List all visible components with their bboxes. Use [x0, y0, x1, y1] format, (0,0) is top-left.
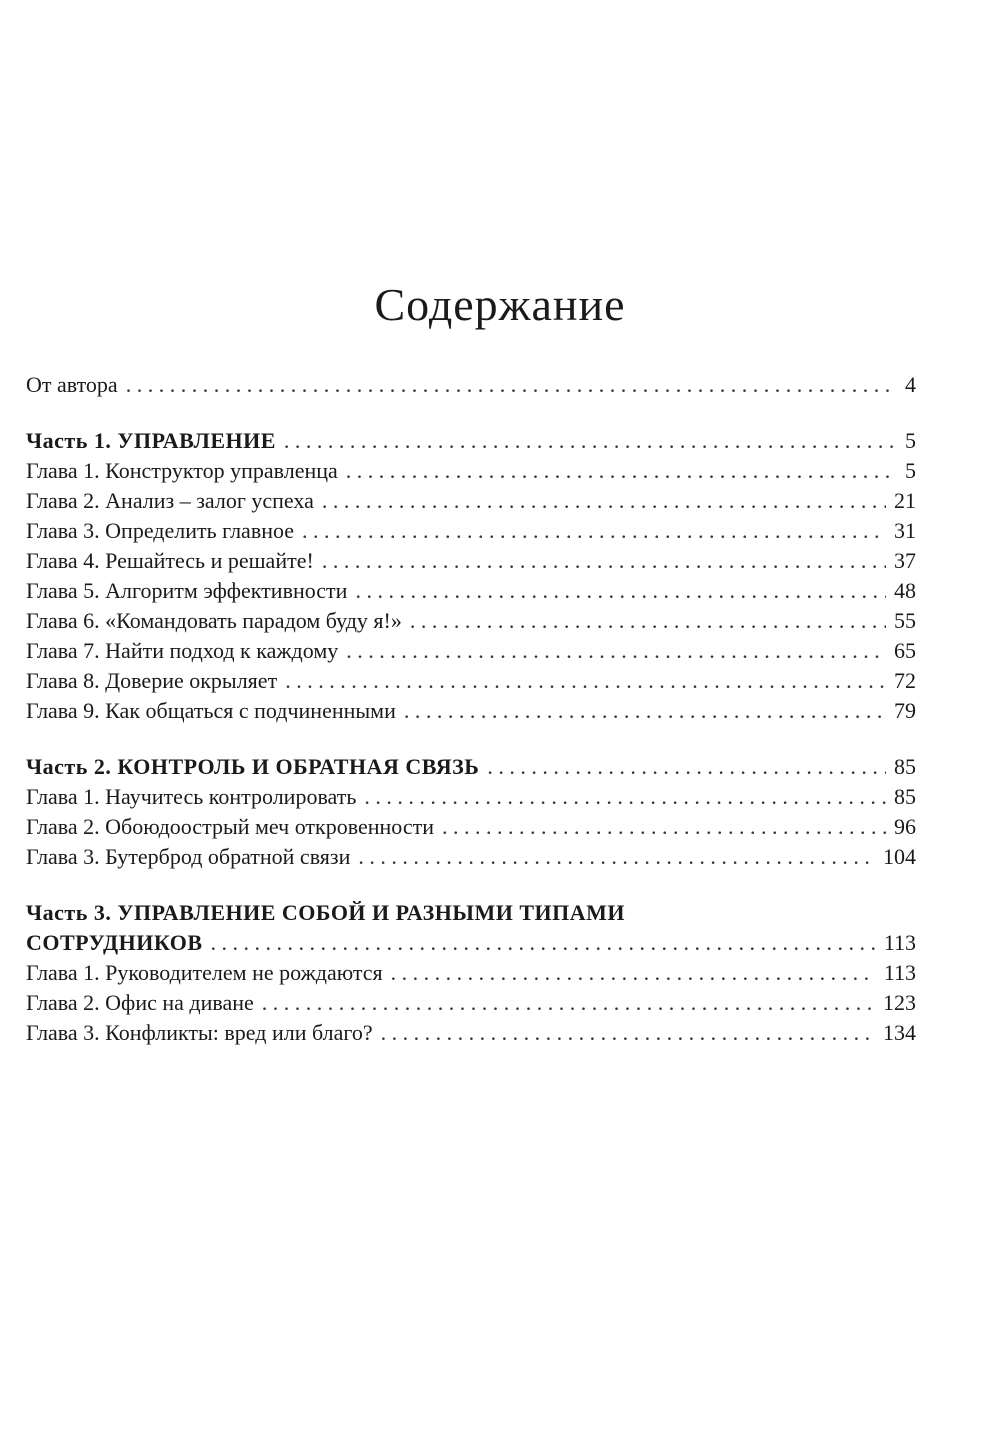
toc-chapter[interactable] — [26, 842, 916, 872]
dot-leader — [211, 928, 876, 958]
toc-chapter[interactable] — [26, 666, 916, 696]
dot-leader — [262, 988, 875, 1018]
toc-page-number: 85 — [894, 784, 916, 809]
toc-entry-label: Глава 4. Решайтесь и решайте! — [26, 548, 314, 573]
dot-leader — [358, 842, 875, 872]
toc-page-number: 113 — [883, 960, 916, 985]
toc-chapter[interactable] — [26, 696, 916, 726]
toc-entry-label: Глава 3. Бутерброд обратной связи — [26, 844, 351, 869]
toc-entry-label: Глава 5. Алгоритм эффективности — [26, 578, 348, 603]
page-title: Содержание — [374, 279, 626, 330]
dot-leader — [346, 636, 886, 666]
toc-entry-label: Глава 1. Конструктор управленца — [26, 458, 338, 483]
toc-page-number: 65 — [894, 638, 916, 663]
dot-leader — [364, 782, 886, 812]
toc-part-3-title-line1[interactable]: Часть 3. УПРАВЛЕНИЕ СОБОЙ И РАЗНЫМИ ТИПАМИ — [26, 900, 625, 925]
toc-page-number: 72 — [894, 668, 916, 693]
toc-entry-label: Глава 2. Офис на диване — [26, 990, 254, 1015]
toc-chapter[interactable] — [26, 486, 916, 516]
toc-chapter[interactable] — [26, 1018, 916, 1048]
toc-chapter[interactable] — [26, 636, 916, 666]
dot-leader — [126, 370, 897, 400]
toc-chapter[interactable] — [26, 516, 916, 546]
dot-leader — [302, 516, 886, 546]
toc-entry-label: Глава 1. Научитесь контролировать — [26, 784, 357, 809]
toc-entry-label: От автора — [26, 372, 118, 397]
table-of-contents — [26, 370, 916, 1048]
toc-page-number: 134 — [883, 1020, 916, 1045]
toc-part-title: Часть 1. УПРАВЛЕНИЕ — [26, 428, 276, 453]
toc-entry-label: Глава 2. Анализ – залог успеха — [26, 488, 314, 513]
toc-page-number: 104 — [883, 844, 916, 869]
toc-part-title: СОТРУДНИКОВ — [26, 930, 203, 955]
toc-chapter[interactable] — [26, 606, 916, 636]
toc-page-number: 113 — [883, 930, 916, 955]
toc-page-number: 79 — [894, 698, 916, 723]
dot-leader — [410, 606, 886, 636]
toc-page-number: 85 — [894, 754, 916, 779]
toc-chapter[interactable] — [26, 812, 916, 842]
toc-chapter[interactable] — [26, 546, 916, 576]
toc-chapter[interactable] — [26, 576, 916, 606]
toc-chapter[interactable] — [26, 456, 916, 486]
toc-part-1[interactable] — [26, 426, 916, 456]
toc-entry-label: Глава 2. Обоюдоострый меч откровенности — [26, 814, 434, 839]
toc-entry-label: Глава 6. «Командовать парадом буду я!» — [26, 608, 402, 633]
dot-leader — [346, 456, 897, 486]
toc-page-number: 123 — [883, 990, 916, 1015]
toc-chapter[interactable] — [26, 782, 916, 812]
toc-part-3[interactable] — [26, 928, 916, 958]
toc-entry-label: Глава 9. Как общаться с подчиненными — [26, 698, 396, 723]
toc-page-number: 4 — [905, 372, 916, 397]
dot-leader — [322, 546, 886, 576]
toc-page-number: 96 — [894, 814, 916, 839]
toc-page-number: 5 — [905, 428, 916, 453]
dot-leader — [381, 1018, 875, 1048]
toc-entry-label: Глава 7. Найти подход к каждому — [26, 638, 339, 663]
toc-entry-label: Глава 8. Доверие окрыляет — [26, 668, 278, 693]
toc-part-title: Часть 2. КОНТРОЛЬ И ОБРАТНАЯ СВЯЗЬ — [26, 754, 480, 779]
toc-chapter[interactable] — [26, 988, 916, 1018]
toc-page-number: 31 — [894, 518, 916, 543]
dot-leader — [391, 958, 876, 988]
toc-chapter[interactable] — [26, 958, 916, 988]
dot-leader — [285, 666, 886, 696]
dot-leader — [322, 486, 886, 516]
toc-part-2[interactable] — [26, 752, 916, 782]
dot-leader — [442, 812, 886, 842]
toc-page-number: 55 — [894, 608, 916, 633]
toc-entry-label: Глава 1. Руководителем не рождаются — [26, 960, 383, 985]
toc-page-number: 37 — [894, 548, 916, 573]
dot-leader — [355, 576, 886, 606]
toc-page-number: 48 — [894, 578, 916, 603]
dot-leader — [404, 696, 886, 726]
toc-page-number: 5 — [905, 458, 916, 483]
toc-page-number: 21 — [894, 488, 916, 513]
toc-entry-label: Глава 3. Определить главное — [26, 518, 295, 543]
toc-entry-label: Глава 3. Конфликты: вред или благо? — [26, 1020, 373, 1045]
toc-entry-intro[interactable] — [26, 370, 916, 400]
dot-leader — [284, 426, 897, 456]
dot-leader — [487, 752, 886, 782]
